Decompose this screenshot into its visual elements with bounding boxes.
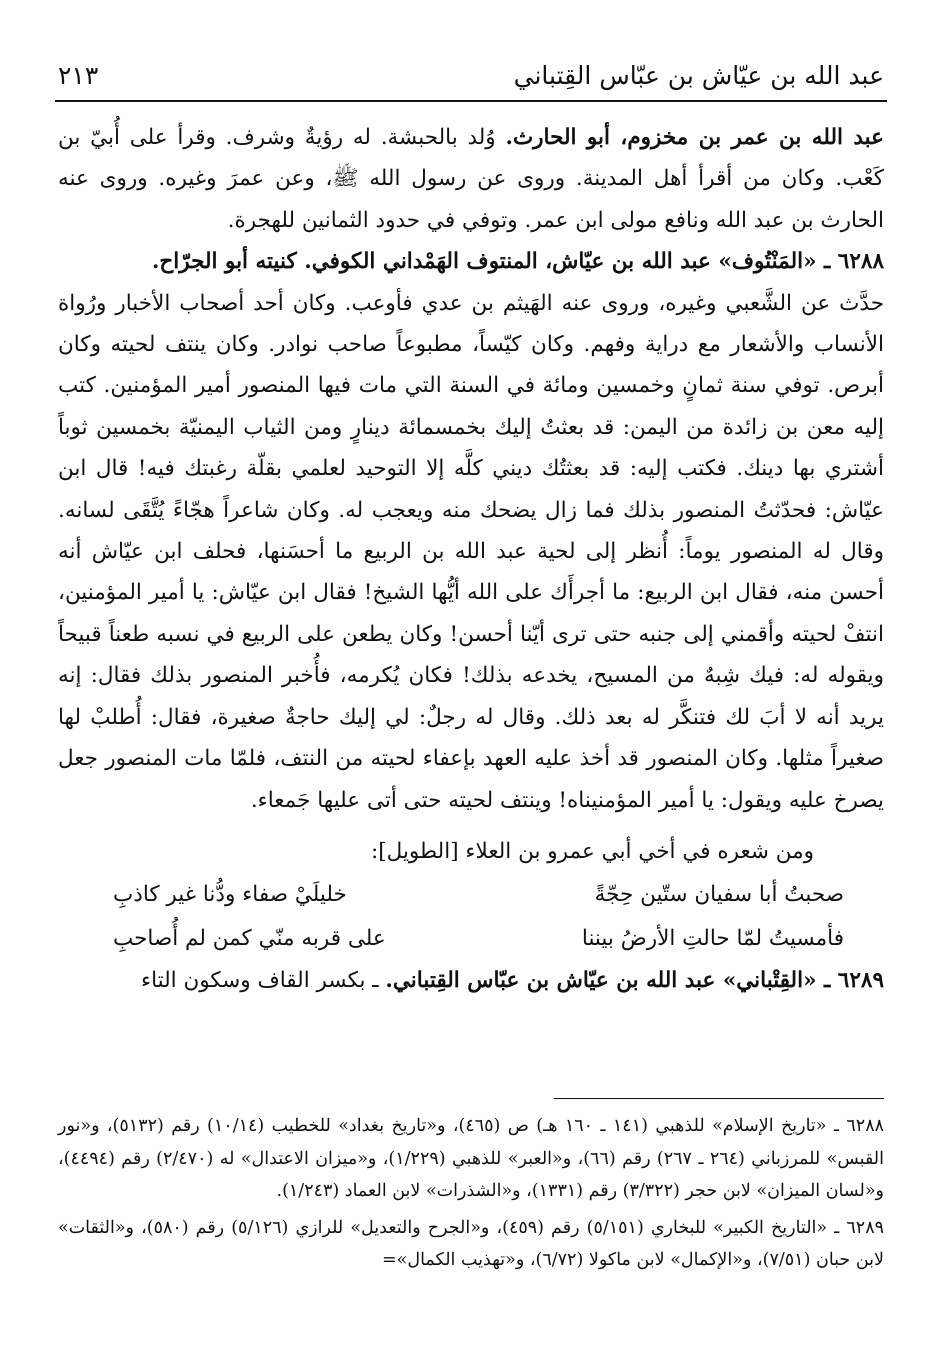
footnote-6288: ٦٢٨٨ ـ «تاريخ الإسلام» للذهبي (١٤١ ـ ١٦٠ هـ) ص (٤٦٥)، و«تاريخ بغداد» للخطيب (١٠/١٤) رقم (٥١٣٢)، و«نور القبس» للمرزباني (٢٦٤ ـ ٢٦٧) رقم (٦٦)، و«العبر» للذهبي (١/٢٢٩)، و«ميزان الاعتدال» له (٢/٤٧٠) رقم (٤٤٩٤)، و«لسان الميزان» لابن حجر (٣/٣٢٢) رقم (١٣٣١)، و«الشذرات» لابن العماد (١/٢٤٣). [58, 1116, 884, 1201]
running-title: عبد الله بن عيّاش بن عبّاس القِتباني [513, 60, 884, 90]
verse-hemistich-left: على قربه منّي كمن لم أُصاحبِ [113, 925, 386, 951]
footnotes [58, 1110, 884, 1281]
verse-hemistich-right: صحبتُ أبا سفيان ستّين حِجّةً [594, 881, 844, 907]
entry-text: ـ بكسر القاف وسكون التاء [140, 968, 386, 994]
paragraph-abdullah-ibn-umar [58, 117, 884, 241]
entry-heading: ٦٢٨٩ ـ «القِتْباني» عبد الله بن عيّاش بن عبّاس القِتباني. [385, 968, 884, 994]
verse-line-2 [58, 916, 884, 960]
entry-text: وُلد بالحبشة. له رؤيةٌ وشرف. وقرأ على أُبيّ بن كَعْب. وكان من أقرأ أهل المدينة. وروى عن رسول الله ﷺ، وعن عمرَ وغيره. وروى عنه الحارث بن عبد الله ونافع مولى ابن عمر. وتوفي في حدود الثمانين للهجرة. [58, 125, 884, 233]
entry-6288 [58, 241, 884, 282]
verse-intro: ومن شعره في أخي أبي عمرو بن العلاء [الطويل]: [371, 838, 814, 864]
verse-hemistich-left: خليلَيْ صفاء ودُّنا غير كاذبِ [113, 881, 347, 907]
footnote-rule [554, 1098, 884, 1099]
main-text [58, 117, 884, 1002]
footnote-6289: ٦٢٨٩ ـ «التاريخ الكبير» للبخاري (٥/١٥١) رقم (٤٥٩)، و«الجرح والتعديل» للرازي (٥/١٢٦) رقم (٥٨٠)، و«الثقات» لابن حبان (٧/٥١)، و«الإكمال» لابن ماكولا (٦/٧٢)، و«تهذيب الكمال»= [58, 1217, 884, 1270]
entry-6289 [58, 960, 884, 1001]
entry-6288-text: حدَّث عن الشَّعبي وغيره، وروى عنه الهَيثم بن عدي فأوعب. وكان أحد أصحاب الأخبار ورُواة الأنساب والأشعار مع دراية وفهم. وكان كيّساً، مطبوعاً صاحب نوادر. وكان ينتف لحيته وكان أبرص. توفي سنة ثمانٍ وخمسين ومائة في السنة التي مات فيها المنصور أمير المؤمنين. كتب إليه معن بن زائدة من اليمن: قد بعثتُ إليك بخمسمائة دينارٍ ومن الثياب اليمنيّة بخمسين ثوباً أشتري بها دينك. فكتب إليه: قد بعثتُك ديني كلَّه إلا التوحيد لعلمي بقلّة رغبتك فيه! قال ابن عيّاش: فحدّثتُ المنصور بذلك فما زال يضحك منه ويعجب له. وكان شاعراً هجّاءً يُتَّقَى لسانه. وقال له المنصور يوماً: أُنظر إلى لحية عبد الله بن الربيع ما أحسَنها، فحلف ابن عيّاش أنه أحسن منه، فقال ابن الربيع: ما أجرأَك على الله أيُّها الشيخ! فقال ابن عيّاش: يا أمير المؤمنين، انتفْ لحيته وأقمني إلى جنبه حتى ترى أيّنا أحسن! وكان يطعن على الربيع في نسبه طعناً قبيحاً ويقوله له: فيك شِبهٌ من المسيح، يخدعه بذلك! فكان يُكرمه، فأُخبر المنصور بذلك فقال: إنه يريد أنه لا أبَ لك فتنكَّر له بعد ذلك. وقال له رجلٌ: لي إليك حاجةٌ صغيرة، فقال: أُطلبْ لها صغيراً مثلها. وكان المنصور قد أخذ عليه العهد بإعفاء لحيته من النتف، فلمّا مات المنصور جعل يصرخ عليه ويقول: يا أمير المؤمنيناه! وينتف لحيته حتى أتى عليها جَمعاء. [58, 290, 884, 813]
verse-hemistich-right: فأمسيتُ لمّا حالتِ الأرضُ بيننا [581, 925, 844, 951]
entry-name: عبد الله بن عمر بن مخزوم، أبو الحارث. [505, 125, 884, 150]
header-rule [55, 100, 887, 102]
verse-line-1 [58, 872, 884, 916]
entry-heading: ٦٢٨٨ ـ «المَنْتُوف» عبد الله بن عيّاش، المنتوف الهَمْداني الكوفي. كنيته أبو الجرّاح. [151, 249, 884, 275]
page-number: ٢١٣ [58, 60, 99, 90]
page-header [58, 55, 884, 95]
